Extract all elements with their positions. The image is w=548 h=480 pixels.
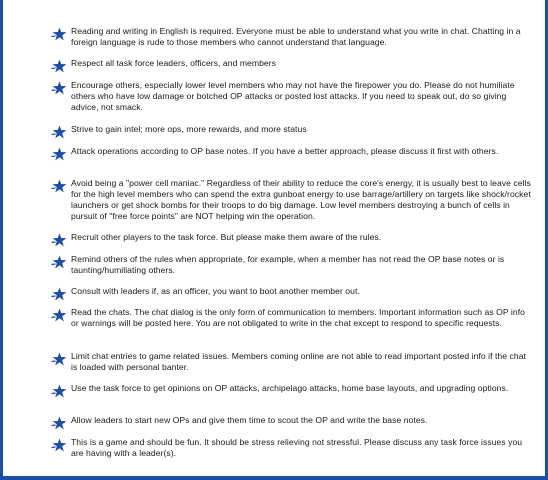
rule-text: Attack operations according to OP base notes. If you have a better approach, please discuss it first with others. bbox=[71, 146, 499, 156]
blue-star-icon bbox=[51, 308, 67, 322]
rule-text: Use the task force to get opinions on OP attacks, archipelago attacks, home base layouts, and upgrading options. bbox=[71, 383, 509, 393]
rule-text: Respect all task force leaders, officers, and members bbox=[71, 58, 277, 68]
rule-text: Allow leaders to start new OPs and give them time to scout the OP and write the base notes. bbox=[71, 415, 428, 425]
blue-star-icon bbox=[51, 125, 67, 139]
rule-text: Strive to gain intel; more ops, more rewards, and more status bbox=[71, 124, 307, 134]
blue-star-icon bbox=[51, 416, 67, 430]
blue-star-icon bbox=[51, 287, 67, 301]
blue-star-icon bbox=[51, 233, 67, 247]
blue-star-icon bbox=[51, 384, 67, 398]
rule-text: Avoid being a "power cell maniac." Regardless of their ability to reduce the core's energy, it is usually best to leave cells for the high level members who can spend the extra gunboat energy to use barrage/artillery on targets like shock/rocket launchers or get shock bombs for their troops to do big damage. Low level members destroying a bunch of cells in pursuit of "free force points" are NOT helping win the operation. bbox=[71, 178, 531, 221]
blue-star-icon bbox=[51, 352, 67, 366]
blue-star-icon bbox=[51, 59, 67, 73]
rule-text: This is a game and should be fun. It should be stress relieving not stressful. Please discuss any task force issues you are having with a leader(s). bbox=[71, 437, 523, 458]
rule-text: Remind others of the rules when appropriate, for example, when a member has not read the OP base notes or is taunting/humiliating others. bbox=[71, 254, 505, 275]
blue-star-icon bbox=[51, 27, 67, 41]
blue-star-icon bbox=[51, 179, 67, 193]
blue-star-icon bbox=[51, 147, 67, 161]
blue-star-icon bbox=[51, 255, 67, 269]
blue-star-icon bbox=[51, 81, 67, 95]
rule-text: Encourage others, especially lower level members who may not have the firepower you do. Please do not humiliate others who have low damage or botched OP attacks or posted lost attacks. If you need to speak out, do so giving advice, not smack. bbox=[71, 80, 515, 112]
rule-text: Read the chats. The chat dialog is the only form of communication to members. Important information such as OP info or warnings will be posted here. You are not obligated to write in the chat except to respond to specific requests. bbox=[71, 307, 525, 328]
rule-text: Consult with leaders if, as an officer, you want to boot another member out. bbox=[71, 286, 360, 296]
blue-star-icon bbox=[51, 438, 67, 452]
rule-text: Limit chat entries to game related issues. Members coming online are not able to read important posted info if the chat is loaded with personal banter. bbox=[71, 351, 526, 372]
rule-text: Recruit other players to the task force. But please make them aware of the rules. bbox=[71, 232, 382, 242]
rule-text: Reading and writing in English is required. Everyone must be able to understand what you write in chat. Chatting in a foreign language is rude to those members who cannot understand that language. bbox=[71, 26, 521, 47]
